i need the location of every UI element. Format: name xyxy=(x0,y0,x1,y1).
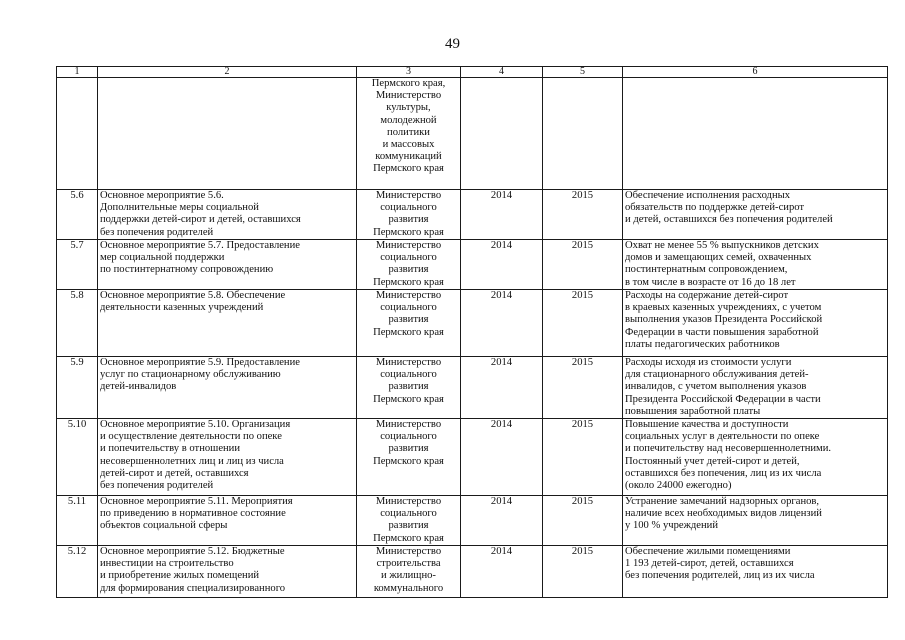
result-cell xyxy=(623,419,888,496)
cell-line: и попечительству над несовершеннолетними. xyxy=(625,443,832,455)
cell-line: Пермского края xyxy=(373,393,444,405)
cell-line: без попечения родителей, лиц из их числа xyxy=(625,570,815,582)
col-header-1: 1 xyxy=(57,67,98,78)
cell-line: платы педагогических работников xyxy=(625,338,780,350)
cell-line: строительства xyxy=(376,558,441,570)
cell-line: Пермского края xyxy=(373,532,444,544)
table-row xyxy=(57,546,888,598)
result-cell xyxy=(623,290,888,357)
executor-cell xyxy=(357,240,461,290)
cell-line: коммунального xyxy=(373,582,444,594)
cell-line: Министерство xyxy=(375,496,442,508)
row-number-cell: 5.9 xyxy=(57,357,98,419)
cell-line: социального xyxy=(380,202,437,214)
cell-line: Устранение замечаний надзорных органов, xyxy=(625,496,820,508)
cell-line: у 100 % учреждений xyxy=(625,520,719,532)
executor-cell xyxy=(357,546,461,598)
row-number-cell: 5.7 xyxy=(57,240,98,290)
table-row xyxy=(57,290,888,357)
executor-cell xyxy=(357,357,461,419)
cell-line: для формирования специализированного xyxy=(100,582,286,594)
cell-line: Министерство xyxy=(375,90,442,102)
col-header-3: 3 xyxy=(357,67,461,78)
cell-line: для стационарного обслуживания детей- xyxy=(625,369,809,381)
cell-line: Основное мероприятие 5.12. Бюджетные xyxy=(100,546,285,558)
table-row xyxy=(57,78,888,190)
cell-line: обязательств по поддержке детей-сирот xyxy=(625,202,805,214)
cell-line: Президента Российской Федерации в части xyxy=(625,393,821,405)
cell-line: культуры, xyxy=(386,102,431,114)
table-row xyxy=(57,357,888,419)
cell-line: коммуникаций xyxy=(375,151,442,163)
end-year-cell: 2015 xyxy=(543,357,623,419)
executor-cell xyxy=(357,190,461,240)
cell-line: Министерство xyxy=(375,190,442,201)
start-year-cell: 2014 xyxy=(461,357,543,419)
cell-line: Министерство xyxy=(375,419,442,431)
cell-line: Повышение качества и доступности xyxy=(625,419,789,431)
cell-line: Министерство xyxy=(375,546,442,558)
cell-line: детей-сирот и детей, оставшихся xyxy=(100,467,249,479)
cell-line: (около 24000 ежегодно) xyxy=(625,480,732,492)
cell-line: Охват не менее 55 % выпускников детских xyxy=(625,240,819,251)
measure-name-cell xyxy=(98,496,357,546)
cell-line: инвалидов, с учетом выполнения указов xyxy=(625,381,807,393)
cell-line: развития xyxy=(388,381,429,393)
cell-line: постинтернатным сопровождением, xyxy=(625,264,788,276)
table-row xyxy=(57,240,888,290)
result-cell xyxy=(623,357,888,419)
result-cell xyxy=(623,78,888,190)
cell-line: Основное мероприятие 5.6. xyxy=(100,190,224,201)
cell-line: и приобретение жилых помещений xyxy=(100,570,260,582)
start-year-cell: 2014 xyxy=(461,496,543,546)
cell-line: социального xyxy=(380,431,437,443)
measure-name-cell xyxy=(98,357,357,419)
cell-line: без попечения родителей xyxy=(100,480,214,492)
end-year-cell: 2015 xyxy=(543,190,623,240)
measure-name-cell xyxy=(98,290,357,357)
cell-line: Основное мероприятие 5.7. Предоставление xyxy=(100,240,300,251)
cell-line: услуг по стационарному обслуживанию xyxy=(100,369,281,381)
cell-line: Расходы на содержание детей-сирот xyxy=(625,290,789,301)
cell-line: и жилищно- xyxy=(381,570,436,582)
end-year-cell xyxy=(543,78,623,190)
cell-line: и детей, оставшихся без попечения родителей xyxy=(625,214,833,226)
cell-line: и массовых xyxy=(382,139,435,151)
cell-line: социального xyxy=(380,508,437,520)
program-table xyxy=(56,66,888,598)
cell-line: домов и замещающих семей, охваченных xyxy=(625,252,812,264)
start-year-cell: 2014 xyxy=(461,190,543,240)
cell-line: выполнения указов Президента Российской xyxy=(625,314,823,326)
col-header-6: 6 xyxy=(623,67,888,78)
cell-line: Дополнительные меры социальной xyxy=(100,202,259,214)
row-number-cell: 5.10 xyxy=(57,419,98,496)
col-header-2: 2 xyxy=(98,67,357,78)
measure-name-cell xyxy=(98,78,357,190)
cell-line: Основное мероприятие 5.8. Обеспечение xyxy=(100,290,286,301)
cell-line: Пермского края, xyxy=(371,78,446,89)
cell-line: мер социальной поддержки xyxy=(100,252,225,264)
cell-line: объектов социальной сферы xyxy=(100,520,228,532)
cell-line: 1 193 детей-сирот, детей, оставшихся xyxy=(625,558,794,570)
cell-line: в краевых казенных учреждениях, с учетом xyxy=(625,302,822,314)
cell-line: в том числе в возрасте от 16 до 18 лет xyxy=(625,276,796,288)
col-header-5: 5 xyxy=(543,67,623,78)
cell-line: повышения заработной платы xyxy=(625,405,761,417)
row-number-cell: 5.12 xyxy=(57,546,98,598)
measure-name-cell xyxy=(98,190,357,240)
cell-line: Федерации в части повышения заработной xyxy=(625,326,819,338)
col-header-4: 4 xyxy=(461,67,543,78)
cell-line: развития xyxy=(388,264,429,276)
end-year-cell: 2015 xyxy=(543,496,623,546)
cell-line: развития xyxy=(388,214,429,226)
executor-cell xyxy=(357,78,461,190)
cell-line: Пермского края xyxy=(373,455,444,467)
start-year-cell xyxy=(461,78,543,190)
cell-line: Постоянный учет детей-сирот и детей, xyxy=(625,455,800,467)
measure-name-cell xyxy=(98,546,357,598)
executor-cell xyxy=(357,496,461,546)
table-row xyxy=(57,419,888,496)
row-number-cell xyxy=(57,78,98,190)
cell-line: и осуществление деятельности по опеке xyxy=(100,431,282,443)
cell-line: развития xyxy=(388,314,429,326)
row-number-cell: 5.11 xyxy=(57,496,98,546)
cell-line: без попечения родителей xyxy=(100,226,214,238)
page-number: 49 xyxy=(445,36,460,52)
cell-line: по приведению в нормативное состояние xyxy=(100,508,286,520)
cell-line: социальных услуг в деятельности по опеке xyxy=(625,431,820,443)
cell-line: Пермского края xyxy=(373,326,444,338)
start-year-cell: 2014 xyxy=(461,419,543,496)
cell-line: Министерство xyxy=(375,240,442,251)
cell-line: развития xyxy=(388,443,429,455)
cell-line: детей-инвалидов xyxy=(100,381,177,393)
cell-line: и попечительству в отношении xyxy=(100,443,241,455)
end-year-cell: 2015 xyxy=(543,546,623,598)
start-year-cell: 2014 xyxy=(461,290,543,357)
cell-line: Пермского края xyxy=(373,226,444,238)
result-cell xyxy=(623,546,888,598)
result-cell xyxy=(623,240,888,290)
measure-name-cell xyxy=(98,419,357,496)
row-number-cell: 5.8 xyxy=(57,290,98,357)
cell-line: Пермского края xyxy=(373,163,444,175)
cell-line: Министерство xyxy=(375,290,442,301)
measure-name-cell xyxy=(98,240,357,290)
executor-cell xyxy=(357,290,461,357)
cell-line: Основное мероприятие 5.11. Мероприятия xyxy=(100,496,293,508)
cell-line: поддержки детей-сирот и детей, оставшихся xyxy=(100,214,301,226)
cell-line: инвестиции на строительство xyxy=(100,558,234,570)
cell-line: социального xyxy=(380,252,437,264)
cell-line: социального xyxy=(380,369,437,381)
cell-line: Министерство xyxy=(375,357,442,368)
cell-line: развития xyxy=(388,520,429,532)
cell-line: Основное мероприятие 5.9. Предоставление xyxy=(100,357,300,368)
cell-line: Обеспечение жилыми помещениями xyxy=(625,546,791,558)
row-number-cell: 5.6 xyxy=(57,190,98,240)
cell-line: деятельности казенных учреждений xyxy=(100,302,264,314)
cell-line: наличие всех необходимых видов лицензий xyxy=(625,508,822,520)
executor-cell xyxy=(357,419,461,496)
result-cell xyxy=(623,496,888,546)
header-row xyxy=(57,67,888,78)
cell-line: Основное мероприятие 5.10. Организация xyxy=(100,419,291,431)
table-row xyxy=(57,496,888,546)
cell-line: Обеспечение исполнения расходных xyxy=(625,190,791,201)
cell-line: оставшихся без попечения, лиц из их числа xyxy=(625,467,822,479)
cell-line: политики xyxy=(387,126,430,138)
start-year-cell: 2014 xyxy=(461,546,543,598)
cell-line: несовершеннолетних лиц и лиц из числа xyxy=(100,455,284,467)
cell-line: социального xyxy=(380,302,437,314)
cell-line: по постинтернатному сопровождению xyxy=(100,264,274,276)
cell-line: Пермского края xyxy=(373,276,444,288)
end-year-cell: 2015 xyxy=(543,290,623,357)
cell-line: молодежной xyxy=(380,114,437,126)
end-year-cell: 2015 xyxy=(543,240,623,290)
result-cell xyxy=(623,190,888,240)
start-year-cell: 2014 xyxy=(461,240,543,290)
cell-line: Расходы исходя из стоимости услуги xyxy=(625,357,792,368)
table-row xyxy=(57,190,888,240)
end-year-cell: 2015 xyxy=(543,419,623,496)
